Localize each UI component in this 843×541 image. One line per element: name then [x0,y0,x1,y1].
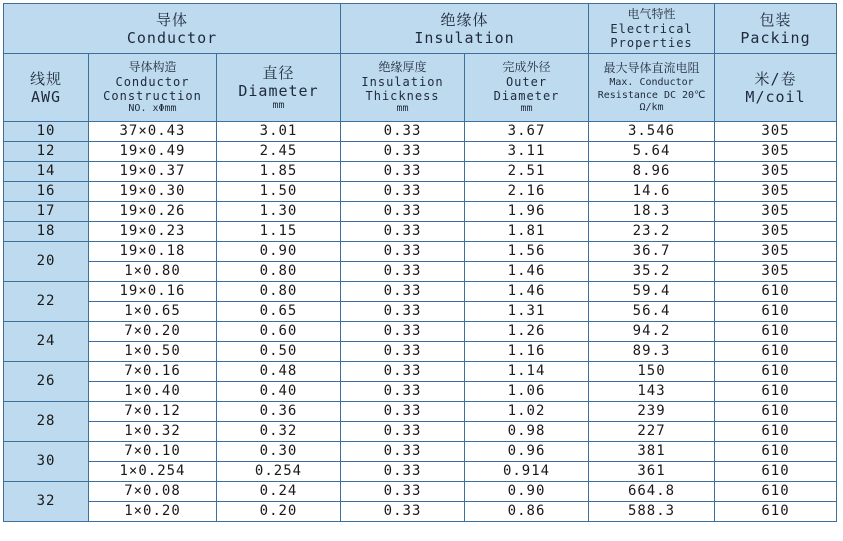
resistance-cell: 14.6 [589,182,715,202]
packing-cell: 610 [715,302,837,322]
resistance-cell: 227 [589,422,715,442]
packing-cell: 610 [715,342,837,362]
outer-diameter-cell: 1.81 [465,222,589,242]
outer-diameter-cell: 1.56 [465,242,589,262]
awg-cell: 12 [4,142,89,162]
outer-diameter-cell: 3.11 [465,142,589,162]
construction-en2: Construction [103,89,202,103]
diameter-cell: 0.32 [217,422,341,442]
diameter-cell: 0.30 [217,442,341,462]
resistance-cell: 143 [589,382,715,402]
diameter-en: Diameter [238,81,319,100]
awg-zh: 线规 [29,69,62,88]
thickness-cell: 0.33 [341,382,465,402]
outer-diameter-cell: 0.914 [465,462,589,482]
table-row [4,382,837,402]
construction-unit: NO. xΦmm [128,103,177,114]
thickness-cell: 0.33 [341,262,465,282]
table-row [4,182,837,202]
thickness-cell: 0.33 [341,422,465,442]
thickness-cell: 0.33 [341,322,465,342]
construction-cell: 19×0.18 [89,242,217,262]
packing-cell: 305 [715,142,837,162]
outer-diameter-cell: 1.26 [465,322,589,342]
awg-cell: 28 [4,402,89,442]
awg-cell: 26 [4,362,89,402]
thickness-cell: 0.33 [341,502,465,522]
awg-cell: 16 [4,182,89,202]
resistance-cell: 3.546 [589,122,715,142]
construction-cell: 7×0.16 [89,362,217,382]
diameter-column-header [217,54,341,122]
resistance-cell: 8.96 [589,162,715,182]
diameter-cell: 0.80 [217,262,341,282]
awg-cell: 22 [4,282,89,322]
mcoil-zh: 米/卷 [754,69,797,88]
table-row [4,322,837,342]
resistance-cell: 361 [589,462,715,482]
header-row-columns [4,54,837,122]
packing-cell: 610 [715,362,837,382]
diameter-cell: 0.60 [217,322,341,342]
resistance-cell: 89.3 [589,342,715,362]
awg-cell: 18 [4,222,89,242]
thickness-cell: 0.33 [341,482,465,502]
table-row [4,362,837,382]
table-row [4,462,837,482]
table-row [4,502,837,522]
thickness-cell: 0.33 [341,282,465,302]
diameter-cell: 0.80 [217,282,341,302]
thickness-cell: 0.33 [341,302,465,322]
construction-cell: 1×0.40 [89,382,217,402]
diameter-cell: 0.36 [217,402,341,422]
construction-cell: 19×0.37 [89,162,217,182]
resistance-unit: Ω/km [639,102,664,113]
construction-cell: 7×0.20 [89,322,217,342]
outer-en1: Outer [505,75,548,89]
thickness-zh: 绝缘厚度 [378,60,427,74]
thickness-cell: 0.33 [341,202,465,222]
header-row-groups [4,4,837,54]
packing-cell: 305 [715,182,837,202]
diameter-cell: 0.20 [217,502,341,522]
resistance-cell: 5.64 [589,142,715,162]
electrical-en2: Properties [610,36,693,50]
diameter-cell: 0.40 [217,382,341,402]
diameter-cell: 1.30 [217,202,341,222]
packing-cell: 305 [715,242,837,262]
diameter-cell: 3.01 [217,122,341,142]
insulation-en: Insulation [414,28,515,47]
diameter-unit: mm [272,99,285,111]
thickness-cell: 0.33 [341,162,465,182]
packing-cell: 305 [715,222,837,242]
thickness-cell: 0.33 [341,442,465,462]
thickness-cell: 0.33 [341,122,465,142]
resistance-cell: 588.3 [589,502,715,522]
packing-zh: 包装 [759,10,792,29]
table-row [4,482,837,502]
resistance-cell: 150 [589,362,715,382]
diameter-cell: 2.45 [217,142,341,162]
diameter-cell: 0.65 [217,302,341,322]
outer-diameter-cell: 1.02 [465,402,589,422]
packing-cell: 305 [715,162,837,182]
electrical-en1: Electrical [610,22,693,36]
resistance-cell: 56.4 [589,302,715,322]
packing-group-header [715,4,837,54]
outer-diameter-cell: 1.31 [465,302,589,322]
awg-cell: 17 [4,202,89,222]
construction-cell: 1×0.65 [89,302,217,322]
awg-en: AWG [30,87,62,106]
conductor-zh: 导体 [156,10,189,29]
table-row [4,422,837,442]
outer-diameter-cell: 3.67 [465,122,589,142]
thickness-cell: 0.33 [341,142,465,162]
awg-cell: 10 [4,122,89,142]
table-row [4,142,837,162]
packing-cell: 305 [715,202,837,222]
conductor-en: Conductor [126,28,218,47]
outer-diameter-cell: 2.51 [465,162,589,182]
awg-cell: 14 [4,162,89,182]
outer-diameter-cell: 0.90 [465,482,589,502]
diameter-cell: 1.15 [217,222,341,242]
awg-cell: 32 [4,482,89,522]
construction-zh: 导体构造 [128,60,177,74]
wire-spec-table [3,3,837,522]
electrical-zh: 电气特性 [627,7,676,21]
construction-cell: 7×0.12 [89,402,217,422]
resistance-cell: 18.3 [589,202,715,222]
construction-en1: Conductor [115,75,190,89]
table-row [4,162,837,182]
packing-en: Packing [740,28,811,47]
construction-cell: 19×0.26 [89,202,217,222]
construction-cell: 19×0.49 [89,142,217,162]
packing-cell: 610 [715,282,837,302]
outer-diameter-cell: 0.98 [465,422,589,442]
construction-column-header [89,54,217,122]
insulation-group-header [341,4,589,54]
packing-cell: 610 [715,462,837,482]
construction-cell: 1×0.254 [89,462,217,482]
outer-en2: Diameter [493,89,560,103]
electrical-group-header [589,4,715,54]
resistance-cell: 239 [589,402,715,422]
construction-cell: 37×0.43 [89,122,217,142]
resistance-cell: 35.2 [589,262,715,282]
construction-cell: 1×0.80 [89,262,217,282]
table-row [4,242,837,262]
resistance-en2: Resistance DC 20℃ [597,90,706,101]
resistance-cell: 59.4 [589,282,715,302]
insulation-zh: 绝缘体 [440,10,489,29]
mcoil-column-header [715,54,837,122]
diameter-cell: 1.50 [217,182,341,202]
thickness-column-header [341,54,465,122]
packing-cell: 610 [715,382,837,402]
packing-cell: 610 [715,502,837,522]
table-row [4,222,837,242]
packing-cell: 610 [715,322,837,342]
thickness-cell: 0.33 [341,362,465,382]
table-row [4,262,837,282]
table-row [4,442,837,462]
thickness-cell: 0.33 [341,182,465,202]
outer-zh: 完成外径 [502,60,551,74]
outer-diameter-cell: 1.46 [465,282,589,302]
construction-cell: 7×0.08 [89,482,217,502]
spec-table-wrapper [3,3,837,522]
diameter-cell: 1.85 [217,162,341,182]
diameter-cell: 0.90 [217,242,341,262]
table-row [4,282,837,302]
construction-cell: 7×0.10 [89,442,217,462]
thickness-unit: mm [396,103,409,114]
thickness-cell: 0.33 [341,402,465,422]
awg-cell: 20 [4,242,89,282]
mcoil-en: M/coil [745,87,806,106]
diameter-cell: 0.50 [217,342,341,362]
construction-cell: 19×0.30 [89,182,217,202]
outer-unit: mm [520,103,533,114]
thickness-cell: 0.33 [341,222,465,242]
outer-diameter-cell: 0.96 [465,442,589,462]
thickness-en2: Thickness [365,89,440,103]
packing-cell: 610 [715,422,837,442]
outer-diameter-cell: 1.16 [465,342,589,362]
outer-diameter-cell: 2.16 [465,182,589,202]
table-row [4,342,837,362]
resistance-cell: 23.2 [589,222,715,242]
outer-diameter-cell: 1.14 [465,362,589,382]
construction-cell: 1×0.20 [89,502,217,522]
resistance-cell: 381 [589,442,715,462]
diameter-cell: 0.48 [217,362,341,382]
awg-column-header [4,54,89,122]
resistance-cell: 94.2 [589,322,715,342]
table-row [4,202,837,222]
thickness-cell: 0.33 [341,242,465,262]
packing-cell: 610 [715,402,837,422]
table-body [4,122,837,522]
table-row [4,402,837,422]
resistance-en1: Max. Conductor [609,77,694,88]
construction-cell: 1×0.50 [89,342,217,362]
awg-cell: 24 [4,322,89,362]
outer-diameter-cell: 0.86 [465,502,589,522]
table-row [4,302,837,322]
thickness-cell: 0.33 [341,342,465,362]
resistance-zh: 最大导体直流电阻 [603,61,700,75]
awg-cell: 30 [4,442,89,482]
conductor-group-header [4,4,341,54]
thickness-en1: Insulation [361,75,444,89]
packing-cell: 305 [715,122,837,142]
diameter-zh: 直径 [262,63,295,82]
resistance-cell: 36.7 [589,242,715,262]
diameter-cell: 0.24 [217,482,341,502]
resistance-column-header [589,54,715,122]
outer-diameter-cell: 1.46 [465,262,589,282]
packing-cell: 305 [715,262,837,282]
table-row [4,122,837,142]
packing-cell: 610 [715,442,837,462]
construction-cell: 1×0.32 [89,422,217,442]
outer-diameter-cell: 1.06 [465,382,589,402]
packing-cell: 610 [715,482,837,502]
construction-cell: 19×0.23 [89,222,217,242]
resistance-cell: 664.8 [589,482,715,502]
outer-column-header [465,54,589,122]
diameter-cell: 0.254 [217,462,341,482]
thickness-cell: 0.33 [341,462,465,482]
outer-diameter-cell: 1.96 [465,202,589,222]
construction-cell: 19×0.16 [89,282,217,302]
